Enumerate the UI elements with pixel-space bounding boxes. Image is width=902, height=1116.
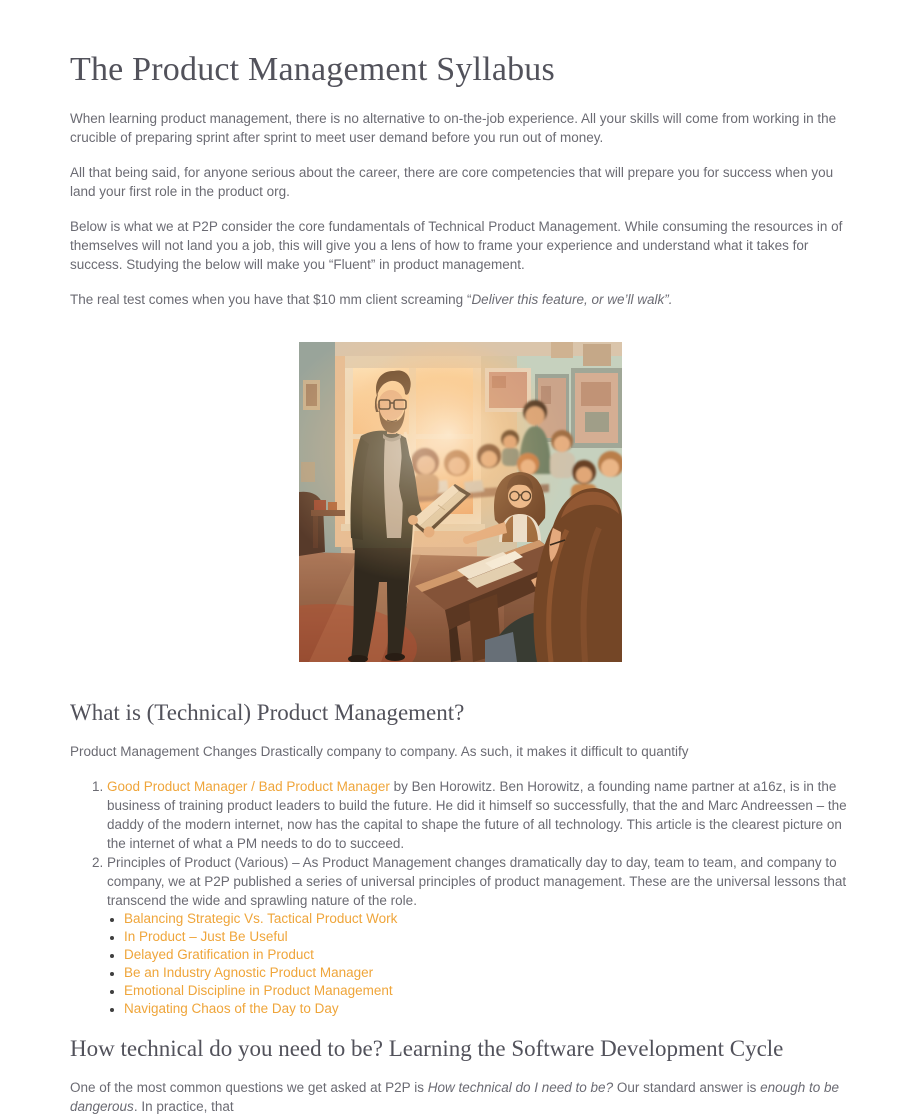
list-item bbox=[124, 982, 850, 1000]
article-image bbox=[70, 342, 850, 662]
classroom-illustration bbox=[299, 342, 622, 662]
link-good-pm-bad-pm[interactable]: Good Product Manager / Bad Product Manager bbox=[107, 778, 390, 794]
list-item bbox=[124, 928, 850, 946]
intro-paragraph-1: When learning product management, there is no alternative to on-the-job experience. All your skills will come from working in the crucible of preparing sprint after sprint to meet user demand before you run out of money. bbox=[70, 110, 837, 145]
how-technical-paragraph bbox=[70, 1078, 850, 1116]
link-industry-agnostic[interactable]: Be an Industry Agnostic Product Manager bbox=[124, 964, 374, 980]
principles-link-list bbox=[107, 910, 850, 1018]
page-title: The Product Management Syllabus bbox=[70, 51, 555, 88]
resource-list bbox=[70, 777, 850, 1018]
link-delayed-gratification[interactable]: Delayed Gratification in Product bbox=[124, 946, 314, 962]
link-navigating-chaos[interactable]: Navigating Chaos of the Day to Day bbox=[124, 1000, 339, 1016]
paragraph-text: . In practice, that bbox=[133, 1098, 234, 1114]
client-quote-text: Deliver this feature, or we’ll walk”. bbox=[471, 291, 673, 307]
quote-lead-text: The real test comes when you have that $10 mm client screaming “ bbox=[70, 291, 472, 307]
list-item-principles-of-product bbox=[107, 853, 850, 1018]
list-item bbox=[124, 946, 850, 964]
italic-answer: enough to be dangerous bbox=[70, 1079, 839, 1114]
what-is-intro-paragraph: Product Management Changes Drastically company to company. As such, it makes it difficult to quantify bbox=[70, 743, 689, 759]
link-emotional-discipline[interactable]: Emotional Discipline in Product Management bbox=[124, 982, 393, 998]
list-item bbox=[124, 964, 850, 982]
link-balancing-strategic-tactical[interactable]: Balancing Strategic Vs. Tactical Product Work bbox=[124, 910, 398, 926]
italic-question: How technical do I need to be? bbox=[427, 1079, 614, 1095]
list-item-text: Principles of Product (Various) – As Product Management changes dramatically day to day, team to team, and company to company, we at P2P published a series of universal principles of product management. These are the universal lessons that transcend the wide and sprawling nature of the role. bbox=[107, 854, 847, 908]
article-page bbox=[70, 0, 850, 1116]
paragraph-text: One of the most common questions we get asked at P2P is bbox=[70, 1079, 428, 1095]
section-heading-how-technical: How technical do you need to be? Learning the Software Development Cycle bbox=[70, 1035, 784, 1061]
intro-paragraph-2: All that being said, for anyone serious about the career, there are core competencies that will prepare you for success when you land your first role in the product org. bbox=[70, 164, 834, 199]
list-item-text: by Ben Horowitz. Ben Horowitz, a founding name partner at a16z, is in the business of training product leaders to build the future. He did it himself so successfully, that the and Marc Andreessen – the daddy of the modern internet, now has the capital to shape the future of all technology. This article is the clearest picture on the internet of what a PM needs to do to succeed. bbox=[107, 778, 847, 851]
intro-paragraph-4 bbox=[70, 290, 850, 309]
paragraph-text: Our standard answer is bbox=[613, 1079, 761, 1095]
list-item bbox=[124, 1000, 850, 1018]
list-item-good-pm-bad-pm bbox=[107, 777, 850, 853]
article bbox=[70, 50, 850, 1116]
section-heading-what-is: What is (Technical) Product Management? bbox=[70, 699, 465, 725]
list-item bbox=[124, 910, 850, 928]
link-just-be-useful[interactable]: In Product – Just Be Useful bbox=[124, 928, 288, 944]
intro-paragraph-3: Below is what we at P2P consider the core fundamentals of Technical Product Management. While consuming the resources in of themselves will not land you a job, this will give you a lens of how to frame your experience and understand what it takes for success. Studying the below will make you “Fluent” in product management. bbox=[70, 218, 843, 272]
